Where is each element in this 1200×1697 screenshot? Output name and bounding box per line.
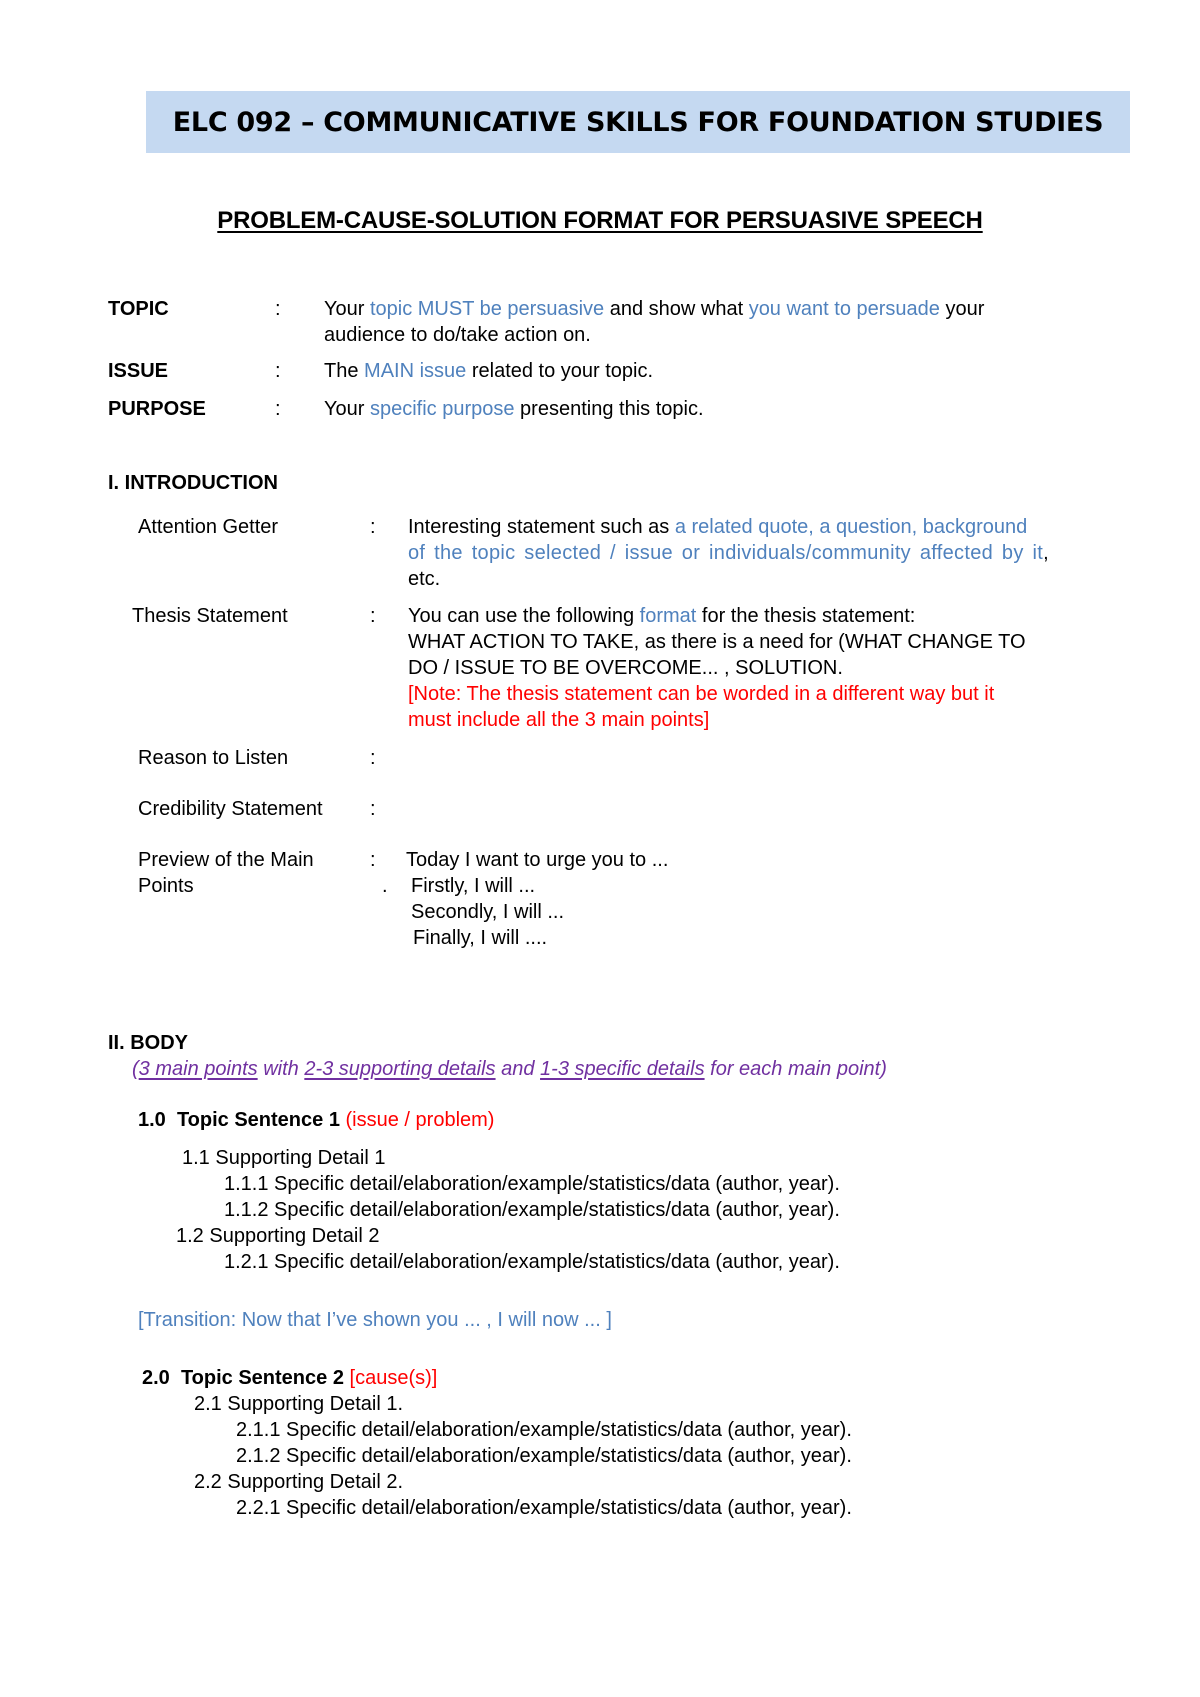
topic-label: TOPIC bbox=[108, 298, 169, 320]
preview-line-1: Today I want to urge you to ... bbox=[406, 849, 669, 871]
introduction-heading: I. INTRODUCTION bbox=[108, 472, 278, 494]
body-heading: II. BODY bbox=[108, 1032, 189, 1054]
credibility-statement-label: Credibility Statement bbox=[138, 798, 323, 820]
preview-line-2: Firstly, I will ... bbox=[411, 875, 536, 897]
attention-getter-text: Interesting statement such as a related quote, a question, background of the topic selected / issue or individuals/community affected by it, etc. bbox=[408, 516, 1049, 590]
ts1-supporting-detail-1: 1.1 Supporting Detail 1 bbox=[182, 1147, 386, 1169]
attention-getter-colon: : bbox=[370, 516, 376, 538]
thesis-statement-label: Thesis Statement bbox=[132, 605, 288, 627]
ts2-specific-detail-2-2-1: 2.2.1 Specific detail/elaboration/example/statistics/data (author, year). bbox=[236, 1497, 852, 1519]
topic-colon: : bbox=[275, 298, 281, 320]
ts2-supporting-detail-2: 2.2 Supporting Detail 2. bbox=[194, 1471, 404, 1493]
ts1-specific-detail-1-1-1: 1.1.1 Specific detail/elaboration/example/statistics/data (author, year). bbox=[224, 1173, 840, 1195]
course-title-banner bbox=[146, 91, 1130, 153]
purpose-text: Your specific purpose presenting this topic. bbox=[324, 398, 704, 420]
preview-colon: : bbox=[370, 849, 376, 871]
attention-getter-label: Attention Getter bbox=[138, 516, 279, 538]
issue-colon: : bbox=[275, 360, 281, 382]
ts2-specific-detail-2-1-1: 2.1.1 Specific detail/elaboration/example/statistics/data (author, year). bbox=[236, 1419, 852, 1441]
preview-line-3: Secondly, I will ... bbox=[411, 901, 565, 923]
credibility-statement-colon: : bbox=[370, 798, 376, 820]
ts1-specific-detail-1-1-2: 1.1.2 Specific detail/elaboration/example/statistics/data (author, year). bbox=[224, 1199, 840, 1221]
topic-text-line2: audience to do/take action on. bbox=[324, 324, 591, 346]
reason-to-listen-colon: : bbox=[370, 747, 376, 769]
ts1-supporting-detail-2: 1.2 Supporting Detail 2 bbox=[176, 1225, 380, 1247]
preview-line-4: Finally, I will .... bbox=[413, 927, 548, 949]
ts2-supporting-detail-1: 2.1 Supporting Detail 1. bbox=[194, 1393, 404, 1415]
course-title: ELC 092 – COMMUNICATIVE SKILLS FOR FOUNDATION STUDIES bbox=[172, 106, 1104, 138]
ts1-specific-detail-1-2-1: 1.2.1 Specific detail/elaboration/example/statistics/data (author, year). bbox=[224, 1251, 840, 1273]
thesis-statement-colon: : bbox=[370, 605, 376, 627]
topic-sentence-2-heading: 2.0 Topic Sentence 2 [cause(s)] bbox=[142, 1367, 438, 1389]
reason-to-listen-label: Reason to Listen bbox=[138, 747, 289, 769]
document-subtitle: PROBLEM-CAUSE-SOLUTION FORMAT FOR PERSUASIVE SPEECH bbox=[217, 207, 983, 234]
preview-label: Preview of the Main Points bbox=[138, 849, 314, 897]
topic-text-line1: Your topic MUST be persuasive and show what you want to persuade your bbox=[324, 298, 985, 320]
body-guide-note: (3 main points with 2-3 supporting details and 1-3 specific details for each main point) bbox=[132, 1058, 887, 1080]
issue-label: ISSUE bbox=[108, 360, 169, 382]
ts2-specific-detail-2-1-2: 2.1.2 Specific detail/elaboration/example/statistics/data (author, year). bbox=[236, 1445, 852, 1467]
thesis-statement-text: You can use the following format for the thesis statement: WHAT ACTION TO TAKE, as there is a need for (WHAT CHANGE TO DO / ISSUE TO BE OVERCOME... , SOLUTION. [Note: The thesis statement can be worded in a different way but it must include all the 3 main points] bbox=[408, 605, 1026, 731]
topic-sentence-1-heading: 1.0 Topic Sentence 1 (issue / problem) bbox=[138, 1109, 495, 1131]
purpose-label: PURPOSE bbox=[108, 398, 206, 420]
preview-dot: . bbox=[382, 875, 388, 897]
transition-text: [Transition: Now that I’ve shown you ... , I will now ... ] bbox=[138, 1309, 612, 1331]
issue-text: The MAIN issue related to your topic. bbox=[324, 360, 654, 382]
purpose-colon: : bbox=[275, 398, 281, 420]
